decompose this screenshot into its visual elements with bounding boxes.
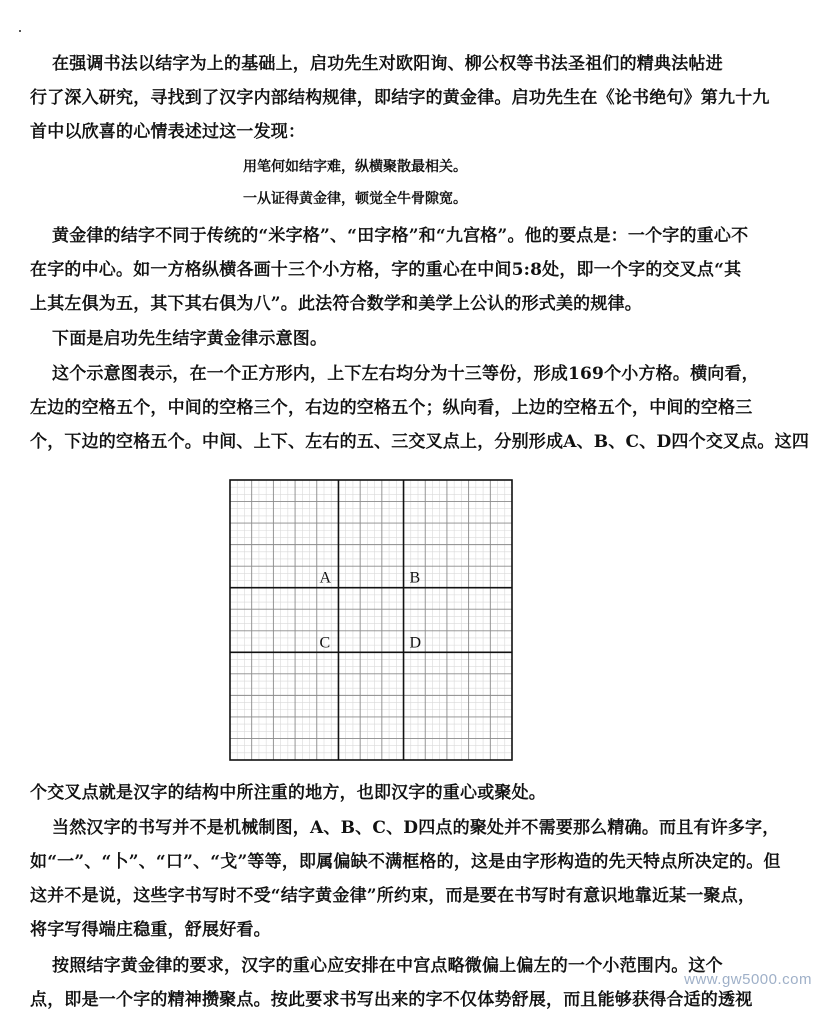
intersection-label-d: D xyxy=(409,634,422,652)
paragraph-7-line-1: 按照结字黄金律的要求，汉字的重心应安排在中宫点略微偏上偏左的一个小范围内。这个 xyxy=(52,956,723,976)
paragraph-1-line-2: 行了深入研究，寻找到了汉字内部结构规律，即结字的黄金律。启功先生在《论书绝句》第九十九 xyxy=(30,88,770,108)
paragraph-6-line-4: 将字写得端庄稳重，舒展好看。 xyxy=(30,920,271,940)
paragraph-4-line-1: 这个示意图表示，在一个正方形内，上下左右均分为十三等份，形成169个小方格。横向看， xyxy=(52,364,759,384)
paragraph-2-line-3: 上其左俱为五，其下其右俱为八”。此法符合数学和美学上公认的形式美的规律。 xyxy=(30,294,642,314)
poem-line-1: 用笔何如结字难，纵横聚散最相关。 xyxy=(243,159,467,175)
paragraph-2-line-1: 黄金律的结字不同于传统的“米字格”、“田字格”和“九宫格”。他的要点是：一个字的重心不 xyxy=(52,226,749,246)
paragraph-3: 下面是启功先生结字黄金律示意图。 xyxy=(52,329,328,349)
poem-line-2: 一从证得黄金律，顿觉全牛骨隙宽。 xyxy=(243,191,467,207)
paragraph-6-line-2: 如“一”、“卜”、“口”、“戈”等等，即属偏缺不满框格的，这是由字形构造的先天特点所决定的。但 xyxy=(30,852,781,872)
golden-rule-diagram xyxy=(228,478,514,762)
paragraph-4-line-3: 个，下边的空格五个。中间、上下、左右的五、三交叉点上，分别形成A、B、C、D四个交叉点。这四 xyxy=(30,432,810,452)
intersection-label-c: C xyxy=(319,634,331,652)
paragraph-7-line-2: 点，即是一个字的精神攒聚点。按此要求书写出来的字不仅体势舒展，而且能够获得合适的透视 xyxy=(30,990,753,1010)
paragraph-2-line-2: 在字的中心。如一方格纵横各画十三个小方格，字的重心在中间5:8处，即一个字的交叉点“其 xyxy=(30,260,742,280)
paragraph-5: 个交叉点就是汉字的结构中所注重的地方，也即汉字的重心或聚处。 xyxy=(30,783,546,803)
watermark: www.gw5000.com xyxy=(684,971,812,988)
paragraph-1-line-1: 在强调书法以结字为上的基础上，启功先生对欧阳询、柳公权等书法圣祖们的精典法帖进 xyxy=(52,54,723,74)
golden-rule-grid xyxy=(228,478,514,762)
intersection-label-b: B xyxy=(409,569,421,587)
scan-speck xyxy=(19,30,21,32)
paragraph-6-line-3: 这并不是说，这些字书写时不受“结字黄金律”所约束，而是要在书写时有意识地靠近某一聚点， xyxy=(30,886,756,906)
paragraph-6-line-1: 当然汉字的书写并不是机械制图，A、B、C、D四点的聚处并不需要那么精确。而且有许多字， xyxy=(52,818,780,838)
grid-border xyxy=(230,480,512,760)
paragraph-4-line-2: 左边的空格五个，中间的空格三个，右边的空格五个；纵向看，上边的空格五个，中间的空格三 xyxy=(30,398,753,418)
paragraph-1-line-3: 首中以欣喜的心情表述过这一发现： xyxy=(30,122,306,142)
intersection-label-a: A xyxy=(319,569,332,587)
